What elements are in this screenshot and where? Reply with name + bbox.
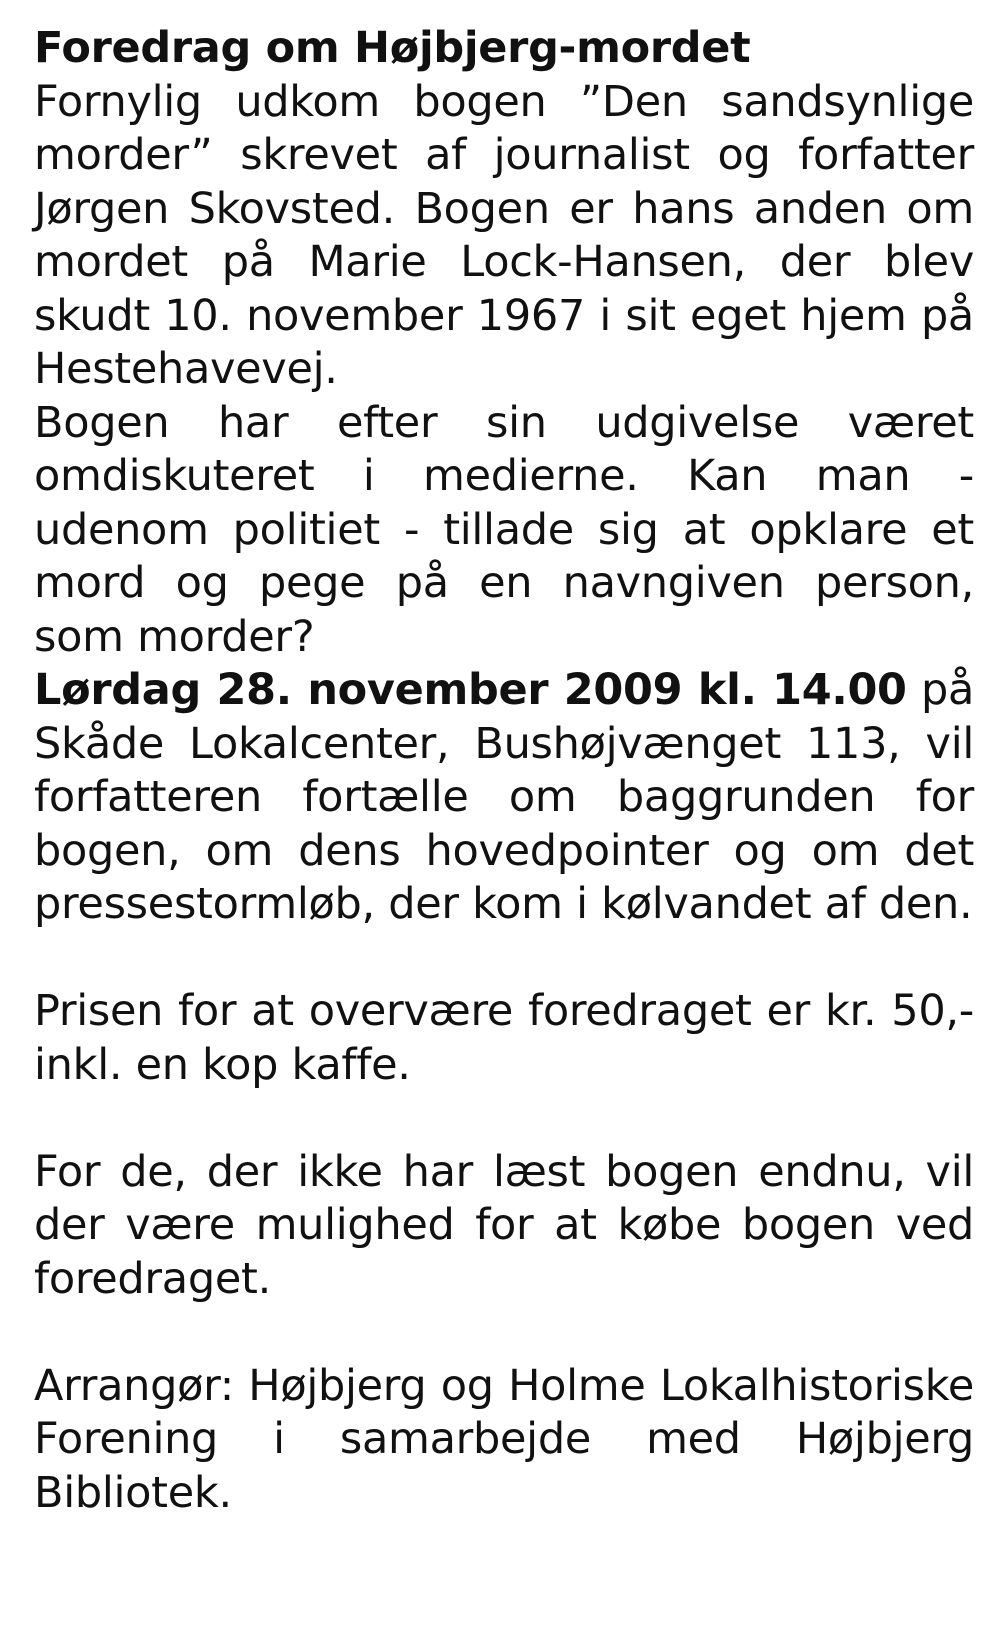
article (34, 22, 974, 1520)
organizer-paragraph: Arrangør: Højbjerg og Holme Lokalhistoriske Forening i samarbejde med Højbjerg Bibliotek. (34, 1360, 974, 1518)
event-paragraph (34, 664, 974, 932)
article-title: Foredrag om Højbjerg-mordet (34, 23, 751, 73)
price-paragraph: Prisen for at overvære foredraget er kr. 50,- inkl. en kop kaffe. (34, 986, 974, 1090)
event-details: på Skåde Lokalcenter, Bushøjvænget 113, vil forfatteren fortælle om baggrunden for bogen, om dens hovedpointer og om det pressestormløb, der kom i kølvandet af den. (34, 665, 974, 929)
event-datetime: Lørdag 28. november 2009 kl. 14.00 (34, 665, 907, 715)
book-sale-paragraph: For de, der ikke har læst bogen endnu, vil der være mulighed for at købe bogen ved foredraget. (34, 1146, 974, 1304)
discussion-paragraph: Bogen har efter sin udgivelse været omdiskuteret i medierne. Kan man - udenom politiet - tillade sig at opklare et mord og pege på en navngiven person, som morder? (34, 397, 974, 662)
intro-paragraph: Fornylig udkom bogen ”Den sandsynlige morder” skrevet af journalist og forfatter Jørgen Skovsted. Bogen er hans anden om mordet på Marie Lock-Hansen, der blev skudt 10. november 1967 i sit eget hjem på Hestehavevej. (34, 76, 974, 394)
